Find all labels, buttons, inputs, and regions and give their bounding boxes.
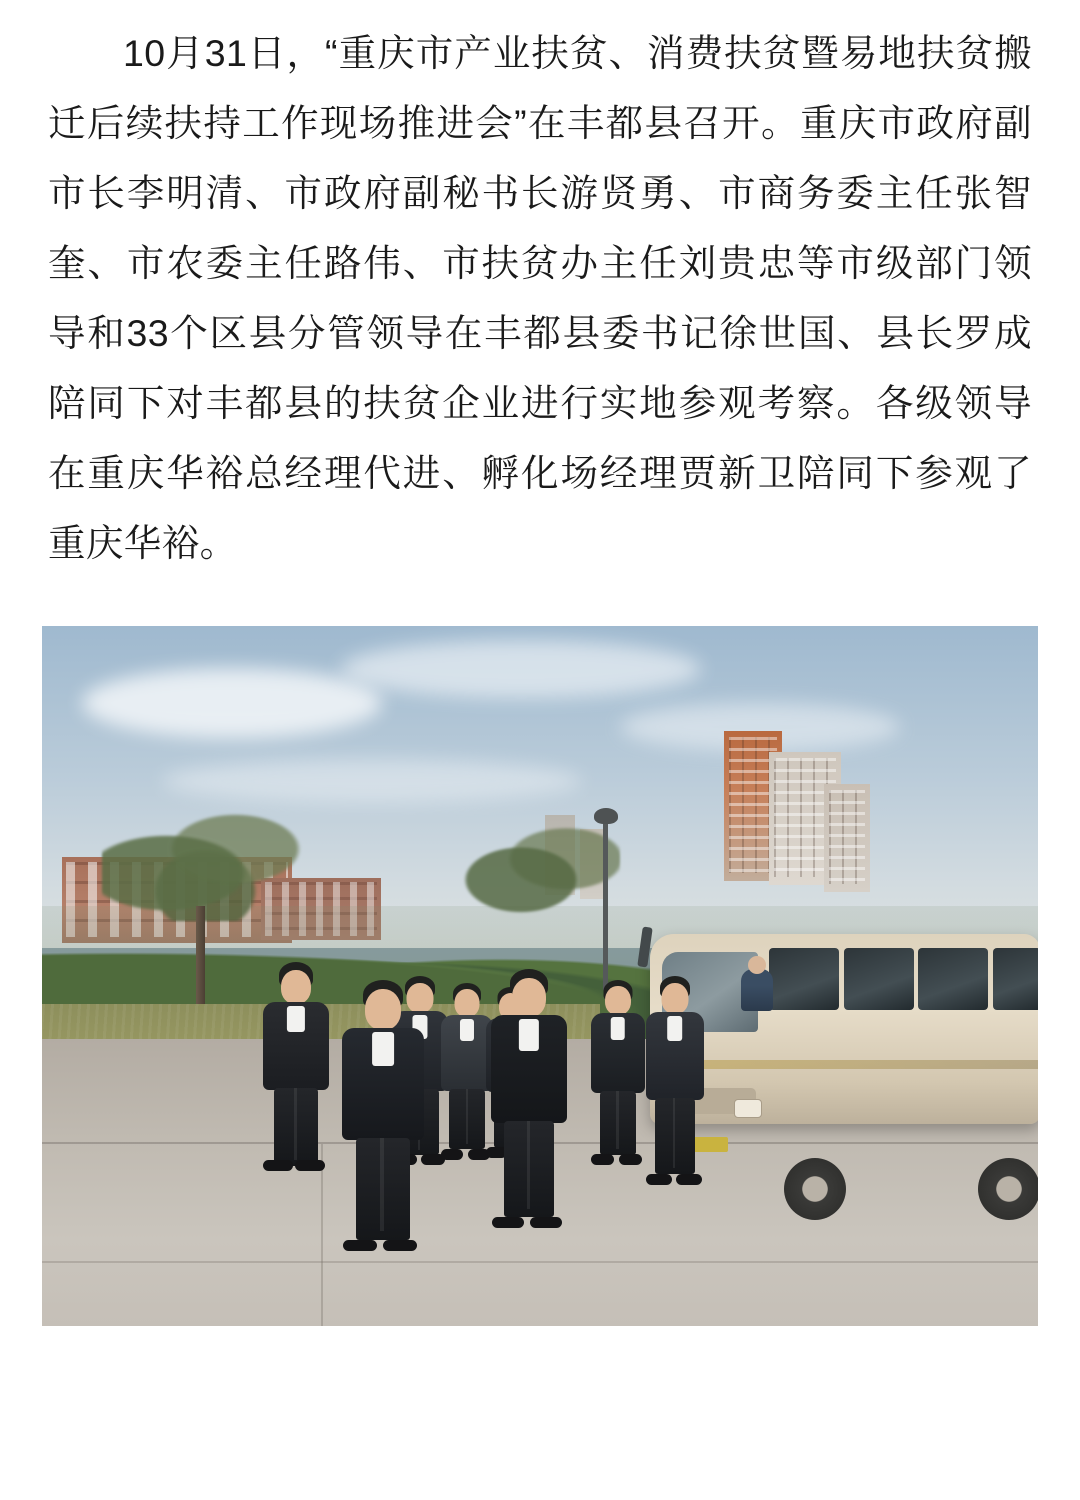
minibus-wheel <box>784 1158 846 1220</box>
minibus-wheel <box>978 1158 1038 1220</box>
person <box>590 980 646 1156</box>
person-foreground <box>490 969 568 1219</box>
pavement-seam <box>321 1144 323 1326</box>
minibus-window <box>918 948 988 1010</box>
minibus-window <box>993 948 1038 1010</box>
person <box>645 976 705 1176</box>
bus-driver <box>741 969 773 1011</box>
minibus-window <box>844 948 914 1010</box>
photo-canvas <box>42 626 1038 1326</box>
street-lamp-head <box>594 808 618 824</box>
tree-crown <box>440 822 620 927</box>
article-paragraph: 10月31日，“重庆市产业扶贫、消费扶贫暨易地扶贫搬迁后续扶持工作现场推进会”在丰都县召开。重庆市政府副市长李明清、市政府副秘书长游贤勇、市商务委主任张智奎、市农委主任路伟、市扶贫办主任刘贵忠等市级部门领导和33个区县分管领导在丰都县委书记徐世国、县长罗成陪同下对丰都县的扶贫企业进行实地参观考察。各级领导在重庆华裕总经理代进、孵化场经理贾新卫陪同下参观了重庆华裕。 <box>48 32 1032 564</box>
person <box>261 962 331 1162</box>
article-photo <box>42 626 1038 1326</box>
pavement-seam <box>42 1261 1038 1263</box>
minibus-headlight <box>734 1099 762 1118</box>
person-foreground <box>341 980 425 1242</box>
cloud <box>82 668 382 738</box>
tree-crown <box>102 801 317 921</box>
minibus-window <box>769 948 839 1010</box>
article-body <box>0 0 1080 578</box>
distant-building <box>824 784 870 892</box>
street-lamp-pole <box>603 815 608 990</box>
spacer <box>0 578 1080 596</box>
cloud <box>162 759 582 803</box>
minibus-stripe <box>650 1060 1038 1069</box>
cloud <box>341 640 701 698</box>
